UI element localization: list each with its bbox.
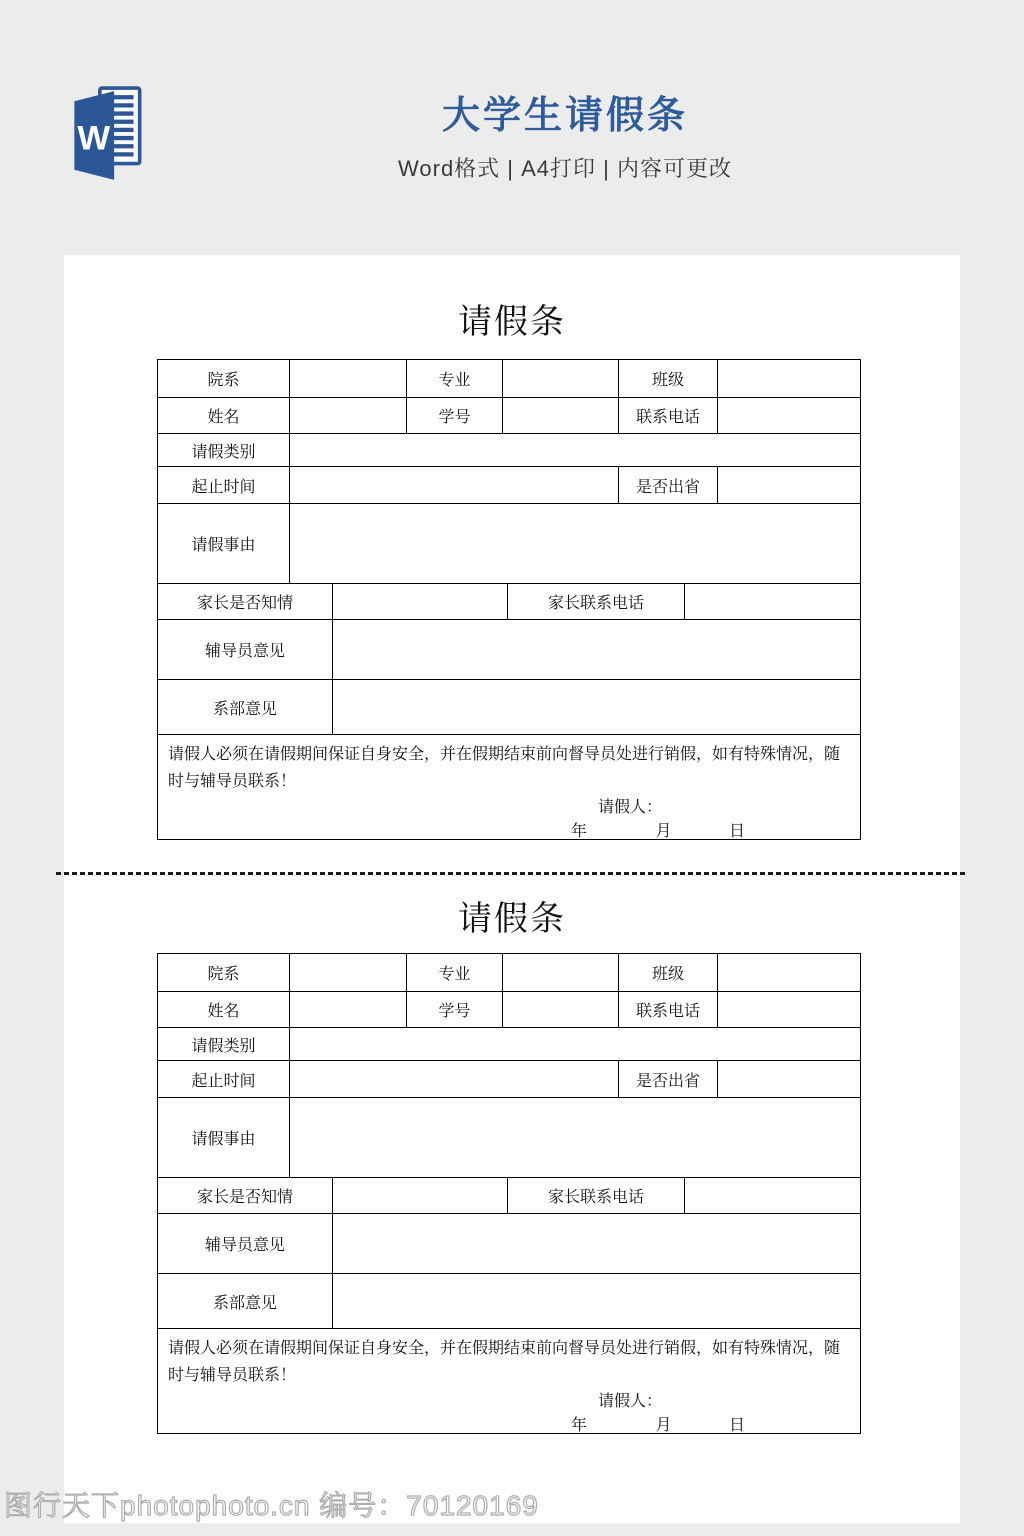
signer-label: 请假人：	[598, 1393, 663, 1410]
field-leave-province-value	[718, 1061, 860, 1097]
field-leave-province-value	[718, 467, 860, 503]
label-student-id: 学号	[407, 992, 503, 1027]
label-counselor-opinion: 辅导员意见	[158, 1214, 333, 1273]
label-name: 姓名	[158, 992, 290, 1027]
table-row	[158, 1061, 860, 1098]
dashed-cut-line	[56, 872, 967, 875]
label-leave-province: 是否出省	[619, 467, 718, 503]
field-time-range-value	[290, 1061, 619, 1097]
table-row	[158, 680, 860, 735]
label-leave-type: 请假类别	[158, 434, 290, 466]
table-row	[158, 398, 860, 434]
date-day: 日	[728, 823, 745, 839]
field-name-value	[290, 398, 407, 433]
label-name: 姓名	[158, 398, 290, 433]
label-time-range: 起止时间	[158, 1061, 290, 1097]
label-phone: 联系电话	[619, 398, 718, 433]
form1-title: 请假条	[458, 303, 566, 341]
label-faculty-opinion: 系部意见	[158, 1274, 333, 1328]
field-counselor-opinion-value	[333, 620, 860, 679]
date-line	[168, 821, 850, 839]
form2-title: 请假条	[458, 900, 566, 938]
note-text: 请假人必须在请假期间保证自身安全，并在假期结束前向督导员处进行销假，如有特殊情况，随时与辅导员联系！	[168, 746, 841, 790]
field-parents-phone-value	[685, 1178, 860, 1213]
label-parents-phone: 家长联系电话	[508, 584, 685, 619]
field-faculty-opinion-value	[333, 1274, 860, 1328]
label-class: 班级	[619, 954, 718, 991]
field-phone-value	[718, 398, 860, 433]
table-row	[158, 954, 860, 992]
field-leave-reason-value	[290, 504, 860, 583]
label-major: 专业	[407, 360, 503, 397]
label-leave-province: 是否出省	[619, 1061, 718, 1097]
field-time-range-value	[290, 467, 619, 503]
page-header	[0, 0, 1024, 255]
table-row	[158, 1178, 860, 1214]
page-subtitle: Word格式 | A4打印 | 内容可更改	[398, 156, 732, 181]
label-time-range: 起止时间	[158, 467, 290, 503]
leave-form-1	[157, 359, 861, 840]
table-row	[158, 1098, 860, 1178]
label-leave-type: 请假类别	[158, 1028, 290, 1060]
field-class-value	[718, 954, 860, 991]
label-department: 院系	[158, 954, 290, 991]
date-year: 年	[571, 823, 588, 839]
leave-form-2	[157, 953, 861, 1434]
field-leave-type-value	[290, 434, 860, 466]
field-phone-value	[718, 992, 860, 1027]
field-parents-informed-value	[333, 584, 508, 619]
note-text: 请假人必须在请假期间保证自身安全，并在假期结束前向督导员处进行销假，如有特殊情况，随时与辅导员联系！	[168, 1340, 841, 1384]
table-row	[158, 584, 860, 620]
field-major-value	[503, 360, 619, 397]
table-row	[158, 735, 860, 839]
label-major: 专业	[407, 954, 503, 991]
table-row	[158, 434, 860, 467]
date-line	[168, 1415, 850, 1433]
label-leave-reason: 请假事由	[158, 1098, 290, 1177]
label-parents-informed: 家长是否知情	[158, 1178, 333, 1213]
word-icon-letter: W	[77, 119, 111, 158]
date-month: 月	[655, 1417, 672, 1433]
table-row	[158, 620, 860, 680]
note-cell	[158, 735, 860, 839]
label-class: 班级	[619, 360, 718, 397]
field-department-value	[290, 360, 407, 397]
label-student-id: 学号	[407, 398, 503, 433]
label-faculty-opinion: 系部意见	[158, 680, 333, 734]
date-month: 月	[655, 823, 672, 839]
label-department: 院系	[158, 360, 290, 397]
signer-label: 请假人：	[598, 799, 663, 816]
field-leave-type-value	[290, 1028, 860, 1060]
table-row	[158, 360, 860, 398]
header-text-block	[170, 94, 960, 183]
field-counselor-opinion-value	[333, 1214, 860, 1273]
field-student-id-value	[503, 992, 619, 1027]
date-year: 年	[571, 1417, 588, 1433]
note-cell	[158, 1329, 860, 1433]
table-row	[158, 504, 860, 584]
document-paper	[64, 255, 960, 1523]
field-faculty-opinion-value	[333, 680, 860, 734]
field-parents-informed-value	[333, 1178, 508, 1213]
label-parents-informed: 家长是否知情	[158, 584, 333, 619]
label-phone: 联系电话	[619, 992, 718, 1027]
date-day: 日	[728, 1417, 745, 1433]
table-row	[158, 467, 860, 504]
field-major-value	[503, 954, 619, 991]
site-watermark: 图行天下photophoto.cn 编号：70120169	[4, 1490, 539, 1521]
field-parents-phone-value	[685, 584, 860, 619]
table-row	[158, 1028, 860, 1061]
page-title: 大学生请假条	[441, 95, 688, 137]
field-name-value	[290, 992, 407, 1027]
table-row	[158, 1329, 860, 1433]
field-class-value	[718, 360, 860, 397]
field-leave-reason-value	[290, 1098, 860, 1177]
field-department-value	[290, 954, 407, 991]
field-student-id-value	[503, 398, 619, 433]
word-icon	[72, 86, 142, 185]
table-row	[158, 992, 860, 1028]
label-leave-reason: 请假事由	[158, 504, 290, 583]
label-parents-phone: 家长联系电话	[508, 1178, 685, 1213]
label-counselor-opinion: 辅导员意见	[158, 620, 333, 679]
table-row	[158, 1274, 860, 1329]
table-row	[158, 1214, 860, 1274]
